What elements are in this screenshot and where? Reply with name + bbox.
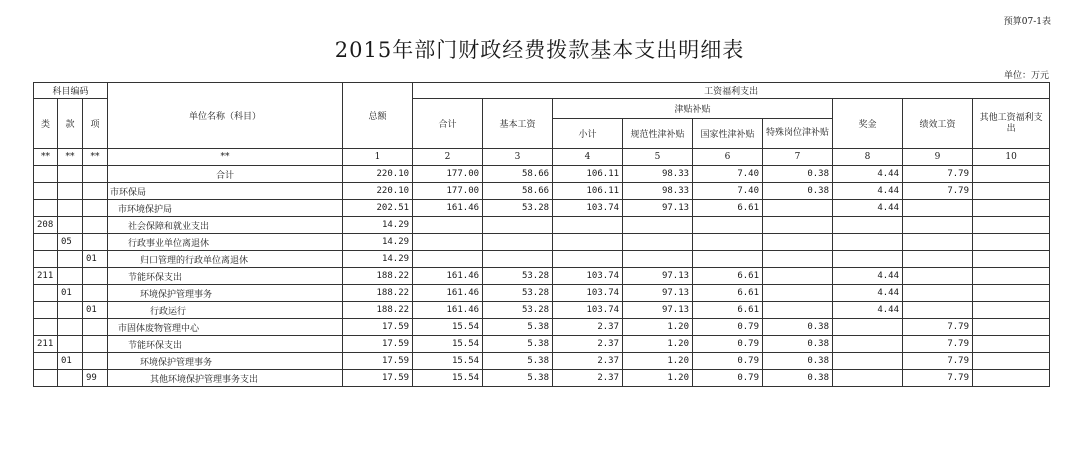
cell-sum: 161.46	[413, 285, 483, 302]
cell-class-code	[34, 285, 58, 302]
cell-total: 220.10	[343, 183, 413, 200]
cell-std-allowance: 1.20	[623, 319, 693, 336]
cell-class-code	[34, 183, 58, 200]
table-row	[34, 166, 1050, 183]
cell-class-code: 208	[34, 217, 58, 234]
cell-sum: 177.00	[413, 166, 483, 183]
index-cell: 2	[413, 149, 483, 166]
cell-perf-wage	[903, 302, 973, 319]
cell-base-wage: 5.38	[483, 319, 553, 336]
cell-special-allowance	[763, 217, 833, 234]
cell-other-welfare	[973, 302, 1050, 319]
cell-perf-wage	[903, 234, 973, 251]
index-cell: **	[83, 149, 108, 166]
cell-subtotal: 103.74	[553, 302, 623, 319]
cell-perf-wage: 7.79	[903, 336, 973, 353]
cell-bonus: 4.44	[833, 166, 903, 183]
cell-class-code: 211	[34, 268, 58, 285]
cell-sum	[413, 251, 483, 268]
index-cell: **	[34, 149, 58, 166]
cell-item-code: 99	[83, 370, 108, 387]
cell-other-welfare	[973, 268, 1050, 285]
cell-unit-name: 市固体废物管理中心	[108, 319, 343, 336]
cell-special-allowance: 0.38	[763, 319, 833, 336]
cell-perf-wage: 7.79	[903, 319, 973, 336]
index-cell: 3	[483, 149, 553, 166]
cell-std-allowance: 1.20	[623, 336, 693, 353]
cell-bonus	[833, 234, 903, 251]
cell-unit-name: 市环境保护局	[108, 200, 343, 217]
cell-std-allowance: 97.13	[623, 302, 693, 319]
cell-perf-wage	[903, 217, 973, 234]
cell-nat-allowance	[693, 234, 763, 251]
cell-std-allowance	[623, 234, 693, 251]
cell-subtotal: 106.11	[553, 183, 623, 200]
cell-nat-allowance: 6.61	[693, 200, 763, 217]
header-other-welfare: 其他工资福利支出	[973, 99, 1050, 149]
cell-other-welfare	[973, 336, 1050, 353]
cell-subtotal: 106.11	[553, 166, 623, 183]
cell-item-code	[83, 166, 108, 183]
cell-subtotal: 103.74	[553, 200, 623, 217]
cell-unit-name: 合计	[108, 166, 343, 183]
index-cell: 1	[343, 149, 413, 166]
cell-bonus	[833, 217, 903, 234]
index-cell: 4	[553, 149, 623, 166]
cell-other-welfare	[973, 251, 1050, 268]
cell-item-code: 01	[83, 251, 108, 268]
cell-std-allowance: 97.13	[623, 268, 693, 285]
cell-sum: 15.54	[413, 353, 483, 370]
cell-special-allowance	[763, 268, 833, 285]
table-row	[34, 200, 1050, 217]
cell-perf-wage	[903, 251, 973, 268]
table-row	[34, 234, 1050, 251]
cell-nat-allowance: 6.61	[693, 302, 763, 319]
cell-item-code	[83, 217, 108, 234]
cell-section-code	[58, 302, 83, 319]
cell-subtotal	[553, 217, 623, 234]
cell-nat-allowance: 7.40	[693, 183, 763, 200]
unit-label: 单位：万元	[1003, 71, 1049, 81]
cell-total: 14.29	[343, 251, 413, 268]
cell-class-code	[34, 200, 58, 217]
table-row	[34, 353, 1050, 370]
cell-class-code	[34, 234, 58, 251]
cell-section-code	[58, 183, 83, 200]
cell-item-code	[83, 200, 108, 217]
header-item: 项	[83, 99, 108, 149]
cell-std-allowance: 1.20	[623, 353, 693, 370]
cell-base-wage: 53.28	[483, 285, 553, 302]
header-allowance: 津贴补贴	[553, 99, 833, 119]
cell-sum: 161.46	[413, 268, 483, 285]
cell-unit-name: 行政运行	[108, 302, 343, 319]
cell-special-allowance: 0.38	[763, 336, 833, 353]
header-special-allowance: 特殊岗位津补贴	[763, 119, 833, 149]
cell-std-allowance	[623, 217, 693, 234]
cell-base-wage: 5.38	[483, 353, 553, 370]
cell-std-allowance: 97.13	[623, 200, 693, 217]
cell-total: 17.59	[343, 370, 413, 387]
table-row	[34, 217, 1050, 234]
cell-other-welfare	[973, 319, 1050, 336]
cell-section-code	[58, 217, 83, 234]
header-perf-wage: 绩效工资	[903, 99, 973, 149]
cell-subtotal	[553, 251, 623, 268]
cell-base-wage: 5.38	[483, 370, 553, 387]
cell-unit-name: 节能环保支出	[108, 336, 343, 353]
cell-section-code	[58, 268, 83, 285]
cell-class-code	[34, 353, 58, 370]
cell-item-code	[83, 183, 108, 200]
cell-bonus	[833, 370, 903, 387]
cell-unit-name: 节能环保支出	[108, 268, 343, 285]
cell-base-wage	[483, 217, 553, 234]
header-base-wage: 基本工资	[483, 99, 553, 149]
cell-subtotal: 2.37	[553, 353, 623, 370]
cell-total: 220.10	[343, 166, 413, 183]
table-header	[34, 83, 1050, 149]
cell-nat-allowance: 0.79	[693, 319, 763, 336]
table-body	[34, 149, 1050, 387]
form-code: 预算07-1表	[1003, 17, 1051, 27]
cell-item-code: 01	[83, 302, 108, 319]
cell-special-allowance: 0.38	[763, 166, 833, 183]
cell-class-code	[34, 251, 58, 268]
header-sum: 合计	[413, 99, 483, 149]
cell-other-welfare	[973, 353, 1050, 370]
header-std-allowance: 规范性津补贴	[623, 119, 693, 149]
cell-perf-wage: 7.79	[903, 183, 973, 200]
cell-special-allowance: 0.38	[763, 370, 833, 387]
budget-table	[33, 82, 1050, 387]
cell-item-code	[83, 268, 108, 285]
cell-std-allowance: 97.13	[623, 285, 693, 302]
cell-section-code	[58, 319, 83, 336]
cell-perf-wage	[903, 268, 973, 285]
cell-subtotal: 103.74	[553, 268, 623, 285]
cell-perf-wage: 7.79	[903, 166, 973, 183]
cell-sum: 15.54	[413, 336, 483, 353]
cell-total: 188.22	[343, 268, 413, 285]
cell-base-wage	[483, 234, 553, 251]
cell-bonus: 4.44	[833, 268, 903, 285]
cell-base-wage: 58.66	[483, 166, 553, 183]
header-subject-code: 科目编码	[34, 83, 108, 99]
cell-total: 202.51	[343, 200, 413, 217]
cell-special-allowance	[763, 251, 833, 268]
cell-total: 188.22	[343, 285, 413, 302]
cell-std-allowance: 1.20	[623, 370, 693, 387]
cell-subtotal: 2.37	[553, 370, 623, 387]
cell-special-allowance: 0.38	[763, 183, 833, 200]
cell-nat-allowance: 0.79	[693, 336, 763, 353]
cell-unit-name: 社会保障和就业支出	[108, 217, 343, 234]
cell-class-code	[34, 370, 58, 387]
cell-total: 14.29	[343, 217, 413, 234]
cell-special-allowance	[763, 200, 833, 217]
cell-sum: 15.54	[413, 370, 483, 387]
cell-bonus	[833, 251, 903, 268]
header-section: 款	[58, 99, 83, 149]
cell-std-allowance: 98.33	[623, 183, 693, 200]
cell-bonus	[833, 336, 903, 353]
cell-subtotal: 2.37	[553, 319, 623, 336]
cell-unit-name: 其他环境保护管理事务支出	[108, 370, 343, 387]
cell-special-allowance	[763, 234, 833, 251]
index-cell: 8	[833, 149, 903, 166]
cell-base-wage: 5.38	[483, 336, 553, 353]
cell-class-code	[34, 302, 58, 319]
table-row	[34, 183, 1050, 200]
table-row	[34, 251, 1050, 268]
cell-other-welfare	[973, 200, 1050, 217]
header-unit-name: 单位名称（科目）	[108, 83, 343, 149]
cell-bonus: 4.44	[833, 200, 903, 217]
cell-section-code	[58, 336, 83, 353]
cell-other-welfare	[973, 217, 1050, 234]
cell-section-code	[58, 370, 83, 387]
header-total: 总额	[343, 83, 413, 149]
cell-nat-allowance	[693, 217, 763, 234]
header-bonus: 奖金	[833, 99, 903, 149]
cell-section-code	[58, 200, 83, 217]
cell-special-allowance: 0.38	[763, 353, 833, 370]
cell-total: 188.22	[343, 302, 413, 319]
cell-other-welfare	[973, 234, 1050, 251]
cell-bonus	[833, 319, 903, 336]
cell-other-welfare	[973, 183, 1050, 200]
cell-item-code	[83, 319, 108, 336]
cell-unit-name: 归口管理的行政单位离退休	[108, 251, 343, 268]
header-subtotal: 小计	[553, 119, 623, 149]
cell-section-code: 05	[58, 234, 83, 251]
cell-special-allowance	[763, 285, 833, 302]
cell-base-wage: 58.66	[483, 183, 553, 200]
cell-perf-wage: 7.79	[903, 353, 973, 370]
cell-section-code	[58, 251, 83, 268]
cell-sum: 161.46	[413, 200, 483, 217]
index-cell: 9	[903, 149, 973, 166]
cell-other-welfare	[973, 166, 1050, 183]
index-cell: 10	[973, 149, 1050, 166]
cell-item-code	[83, 336, 108, 353]
cell-perf-wage: 7.79	[903, 370, 973, 387]
index-cell: **	[58, 149, 83, 166]
cell-bonus: 4.44	[833, 302, 903, 319]
header-nat-allowance: 国家性津补贴	[693, 119, 763, 149]
cell-sum	[413, 217, 483, 234]
table-row	[34, 319, 1050, 336]
cell-total: 17.59	[343, 319, 413, 336]
cell-base-wage: 53.28	[483, 268, 553, 285]
table-row	[34, 268, 1050, 285]
cell-class-code	[34, 319, 58, 336]
cell-total: 17.59	[343, 336, 413, 353]
cell-base-wage: 53.28	[483, 302, 553, 319]
cell-bonus: 4.44	[833, 285, 903, 302]
cell-unit-name: 行政事业单位离退休	[108, 234, 343, 251]
cell-item-code	[83, 353, 108, 370]
cell-other-welfare	[973, 285, 1050, 302]
table-row	[34, 336, 1050, 353]
cell-nat-allowance: 0.79	[693, 370, 763, 387]
cell-sum: 177.00	[413, 183, 483, 200]
cell-perf-wage	[903, 285, 973, 302]
cell-unit-name: 市环保局	[108, 183, 343, 200]
cell-base-wage	[483, 251, 553, 268]
page-title: 2015年部门财政经费拨款基本支出明细表	[334, 38, 745, 62]
cell-perf-wage	[903, 200, 973, 217]
cell-bonus	[833, 353, 903, 370]
table-row	[34, 370, 1050, 387]
cell-nat-allowance: 6.61	[693, 268, 763, 285]
cell-subtotal	[553, 234, 623, 251]
cell-sum	[413, 234, 483, 251]
cell-nat-allowance: 7.40	[693, 166, 763, 183]
cell-total: 14.29	[343, 234, 413, 251]
header-wage-welfare: 工资福利支出	[413, 83, 1050, 99]
table-row	[34, 285, 1050, 302]
index-cell: 7	[763, 149, 833, 166]
cell-nat-allowance	[693, 251, 763, 268]
cell-subtotal: 2.37	[553, 336, 623, 353]
cell-section-code	[58, 166, 83, 183]
cell-subtotal: 103.74	[553, 285, 623, 302]
header-class: 类	[34, 99, 58, 149]
cell-class-code: 211	[34, 336, 58, 353]
cell-bonus: 4.44	[833, 183, 903, 200]
cell-std-allowance	[623, 251, 693, 268]
cell-base-wage: 53.28	[483, 200, 553, 217]
cell-section-code: 01	[58, 353, 83, 370]
cell-class-code	[34, 166, 58, 183]
cell-sum: 161.46	[413, 302, 483, 319]
cell-std-allowance: 98.33	[623, 166, 693, 183]
cell-special-allowance	[763, 302, 833, 319]
cell-item-code	[83, 285, 108, 302]
table-row	[34, 302, 1050, 319]
cell-item-code	[83, 234, 108, 251]
cell-unit-name: 环境保护管理事务	[108, 353, 343, 370]
cell-nat-allowance: 6.61	[693, 285, 763, 302]
cell-other-welfare	[973, 370, 1050, 387]
cell-section-code: 01	[58, 285, 83, 302]
cell-sum: 15.54	[413, 319, 483, 336]
cell-total: 17.59	[343, 353, 413, 370]
cell-nat-allowance: 0.79	[693, 353, 763, 370]
index-cell: **	[108, 149, 343, 166]
index-cell: 6	[693, 149, 763, 166]
index-cell: 5	[623, 149, 693, 166]
index-row	[34, 149, 1050, 166]
cell-unit-name: 环境保护管理事务	[108, 285, 343, 302]
